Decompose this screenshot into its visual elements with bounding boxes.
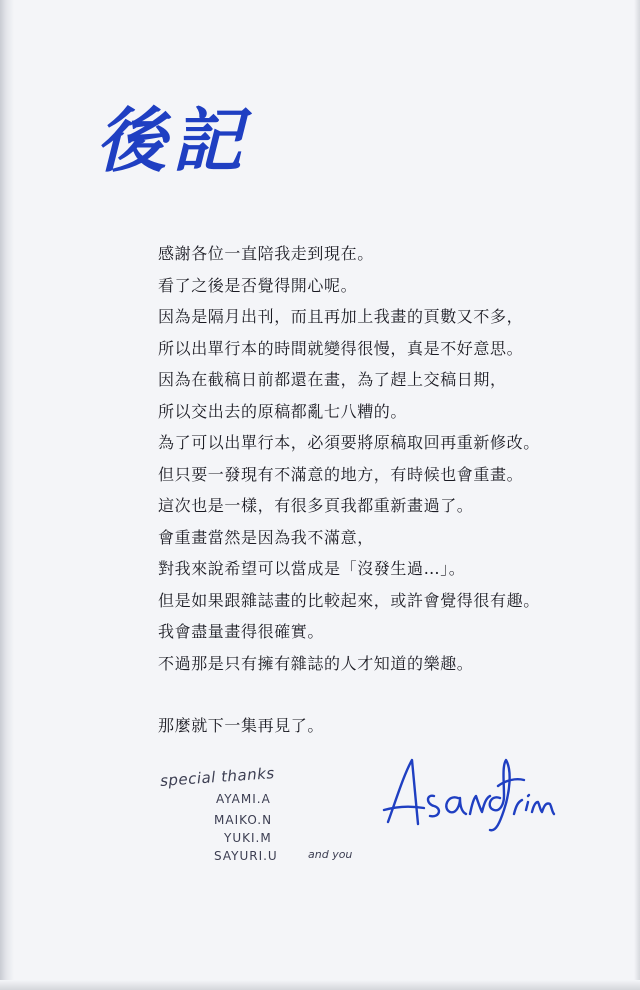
page-title: 後記 <box>96 99 248 182</box>
thanks-name: MAIKO.N <box>214 813 273 827</box>
body-line: 感謝各位一直陪我走到現在。 <box>158 244 374 263</box>
thanks-name: SAYURI.U <box>214 849 278 863</box>
page-bottom-edge <box>0 980 640 990</box>
special-thanks-heading: special thanks <box>159 764 276 790</box>
body-line: 因為是隔月出刊，而且再加上我畫的頁數又不多， <box>158 307 524 326</box>
body-line: 所以交出去的原稿都亂七八糟的。 <box>158 401 408 421</box>
thanks-name: YUKI.M <box>224 831 272 845</box>
body-line: 不過那是只有擁有雜誌的人才知道的樂趣。 <box>158 653 474 673</box>
body-line: 但是如果跟雜誌畫的比較起來，或許會覺得很有趣。 <box>158 590 540 610</box>
body-line: 看了之後是否覺得開心呢。 <box>158 275 358 295</box>
paragraph-gap <box>158 679 598 710</box>
author-signature <box>378 752 558 842</box>
body-line: 所以出單行本的時間就變得很慢，真是不好意思。 <box>158 338 524 358</box>
body-line: 這次也是一樣，有很多頁我都重新畫過了。 <box>158 496 474 515</box>
afterword-body <box>158 238 598 742</box>
body-line: 為了可以出單行本，必須要將原稿取回再重新修改。 <box>158 433 540 452</box>
page-right-edge <box>634 0 640 990</box>
binding-edge <box>0 0 14 990</box>
body-line: 會重畫當然是因為我不滿意， <box>158 527 374 547</box>
closing-line: 那麼就下一集再見了。 <box>158 716 325 735</box>
body-line: 但只要一發現有不滿意的地方，有時候也會重畫。 <box>158 464 524 484</box>
body-line: 我會盡量畫得很確實。 <box>158 622 325 641</box>
body-line: 因為在截稿日前都還在畫，為了趕上交稿日期， <box>158 370 507 389</box>
body-line: 對我來說希望可以當成是「沒發生過…」。 <box>158 559 466 578</box>
thanks-name: AYAMI.A <box>216 792 271 806</box>
thanks-and-you: and you <box>308 848 353 861</box>
